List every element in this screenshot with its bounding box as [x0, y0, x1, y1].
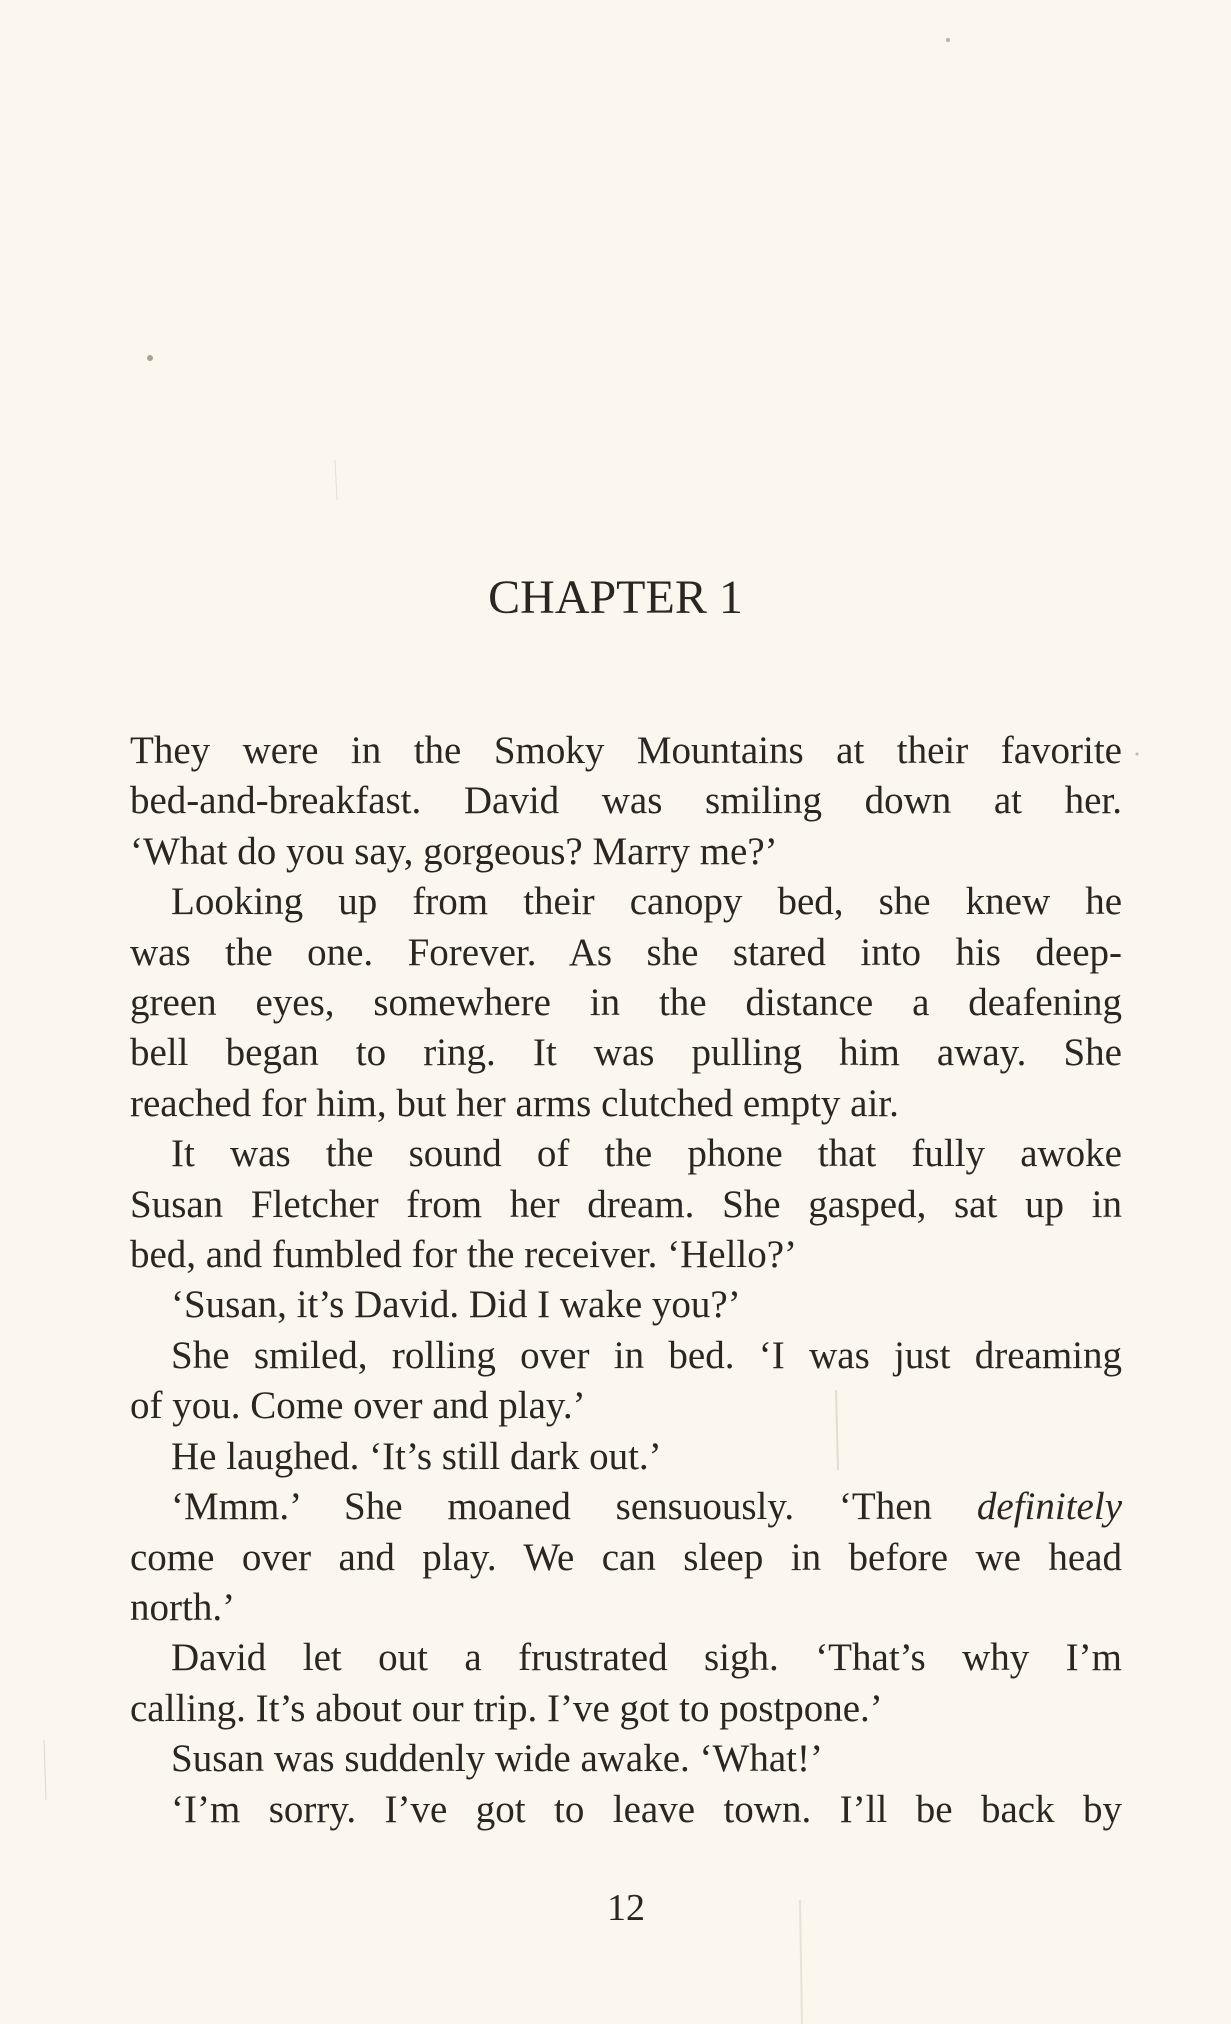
page-number: 12 — [607, 1887, 645, 1929]
text-line: north.’ — [130, 1585, 236, 1629]
body-text — [130, 726, 1122, 1835]
text-line: David let out a frustrated sigh. ‘That’s why I’m — [171, 1636, 1122, 1680]
text-run: ‘Mmm.’ She moaned sensuously. ‘Then — [171, 1485, 977, 1529]
text-line: bed-and-breakfast. David was smiling down at her. — [130, 779, 1122, 823]
text-line: reached for him, but her arms clutched empty air. — [130, 1081, 899, 1125]
text-line: It was the sound of the phone that fully awoke — [171, 1132, 1122, 1176]
text-line: ‘Susan, it’s David. Did I wake you?’ — [171, 1283, 741, 1327]
text-line: calling. It’s about our trip. I’ve got to postpone.’ — [130, 1686, 883, 1730]
text-line: ‘I’m sorry. I’ve got to leave town. I’ll be back by — [171, 1787, 1122, 1831]
text-line: They were in the Smoky Mountains at their favorite — [130, 729, 1122, 772]
text-line: was the one. Forever. As she stared into his deep- — [130, 930, 1122, 974]
text-line: come over and play. We can sleep in before we head — [130, 1535, 1122, 1579]
text-line: Susan Fletcher from her dream. She gasped, sat up in — [130, 1182, 1122, 1226]
text-line: He laughed. ‘It’s still dark out.’ — [171, 1434, 662, 1478]
text-line: Susan was suddenly wide awake. ‘What!’ — [171, 1737, 823, 1781]
text-line: ‘What do you say, gorgeous? Marry me?’ — [130, 829, 778, 873]
text-line: bell began to ring. It was pulling him away. She — [130, 1031, 1122, 1075]
text-line: green eyes, somewhere in the distance a deafening — [130, 981, 1122, 1025]
text-line: bed, and fumbled for the receiver. ‘Hello?’ — [130, 1233, 798, 1277]
text-line: of you. Come over and play.’ — [130, 1384, 586, 1428]
chapter-title: CHAPTER 1 — [488, 571, 743, 624]
emphasis-text: definitely — [976, 1485, 1122, 1529]
text-line — [130, 1482, 1122, 1532]
text-line: She smiled, rolling over in bed. ‘I was just dreaming — [171, 1333, 1122, 1377]
text-line: Looking up from their canopy bed, she knew he — [171, 880, 1122, 924]
